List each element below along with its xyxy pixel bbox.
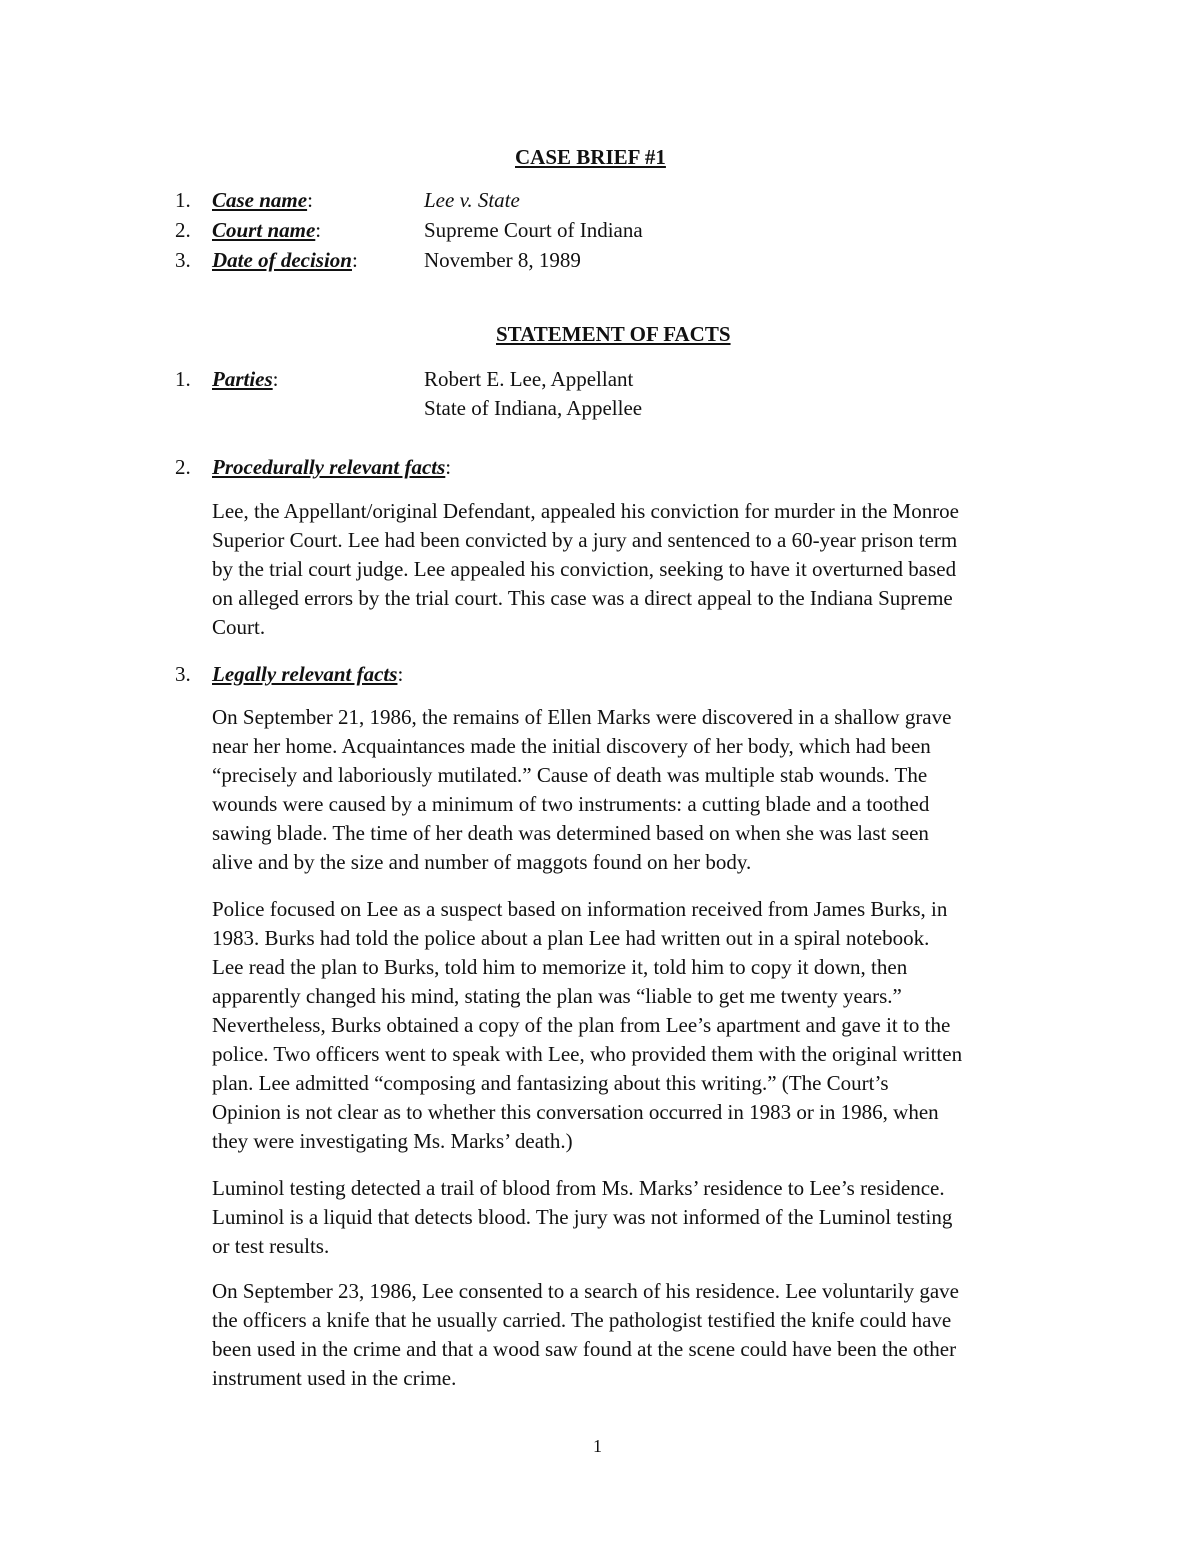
item-number: 1.: [175, 188, 191, 212]
decision-date-value: November 8, 1989: [424, 248, 581, 272]
paragraph: Luminol testing detected a trail of blood from Ms. Marks’ residence to Lee’s residence. Luminol is a liquid that detects blood. The jury was not informed of the Luminol testing or test results.: [212, 1176, 953, 1258]
section-heading: STATEMENT OF FACTS: [496, 322, 731, 346]
decision-date-label: Date of decision:: [212, 248, 358, 272]
paragraph: On September 21, 1986, the remains of Ellen Marks were discovered in a shallow grave near her home. Acquaintances made the initial discovery of her body, which had been “precisely and laboriously mutilated.” Cause of death was multiple stab wounds. The wounds were caused by a minimum of two instruments: a cutting blade and a toothed sawing blade. The time of her death was determined based on when she was last seen alive and by the size and number of maggots found on her body.: [212, 705, 952, 874]
party-appellee: State of Indiana, Appellee: [424, 396, 643, 420]
item-number: 3.: [175, 662, 191, 686]
legal-facts-paragraph-4: [212, 1277, 1062, 1393]
item-number: 1.: [175, 367, 191, 391]
document-title: CASE BRIEF #1: [515, 145, 666, 169]
case-name-value: Lee v. State: [424, 188, 520, 212]
item-number: 3.: [175, 248, 191, 272]
case-name-label: Case name:: [212, 188, 313, 212]
legal-facts-paragraph-3: [212, 1174, 1062, 1261]
legal-facts-paragraph-2: [212, 895, 1062, 1156]
item-number: 2.: [175, 218, 191, 242]
legal-facts-paragraph-1: [212, 703, 1062, 877]
paragraph: On September 23, 1986, Lee consented to a search of his residence. Lee voluntarily gave the officers a knife that he usually carried. The pathologist testified the knife could have been used in the crime and that a wood saw found at the scene could have been the other instrument used in the crime.: [212, 1279, 959, 1390]
parties-label: Parties:: [212, 367, 279, 391]
paragraph: Lee, the Appellant/original Defendant, appealed his conviction for murder in the Monroe Superior Court. Lee had been convicted by a jury and sentenced to a 60-year prison term by the trial court judge. Lee appealed his conviction, seeking to have it overturned based on alleged errors by the trial court. This case was a direct appeal to the Indiana Supreme Court.: [212, 499, 960, 639]
procedural-facts-text: [212, 497, 1062, 642]
procedural-facts-label: Procedurally relevant facts:: [212, 455, 452, 479]
court-name-value: Supreme Court of Indiana: [424, 218, 643, 242]
item-number: 2.: [175, 455, 191, 479]
legal-facts-label: Legally relevant facts:: [212, 662, 404, 686]
page-number: 1: [593, 1436, 602, 1456]
court-name-label: Court name:: [212, 218, 322, 242]
paragraph: Police focused on Lee as a suspect based on information received from James Burks, in 1983. Burks had told the police about a plan Lee had written out in a spiral notebook. Lee read the plan to Burks, told him to memorize it, told him to copy it down, then apparently changed his mind, stating the plan was “liable to get me twenty years.” Nevertheless, Burks obtained a copy of the plan from Lee’s apartment and gave it to the police. Two officers went to speak with Lee, who provided them with the original written plan. Lee admitted “composing and fantasizing about this writing.” (The Court’s Opinion is not clear as to whether this conversation occurred in 1983 or in 1986, when they were investigating Ms. Marks’ death.): [212, 897, 963, 1153]
party-appellant: Robert E. Lee, Appellant: [424, 367, 634, 391]
